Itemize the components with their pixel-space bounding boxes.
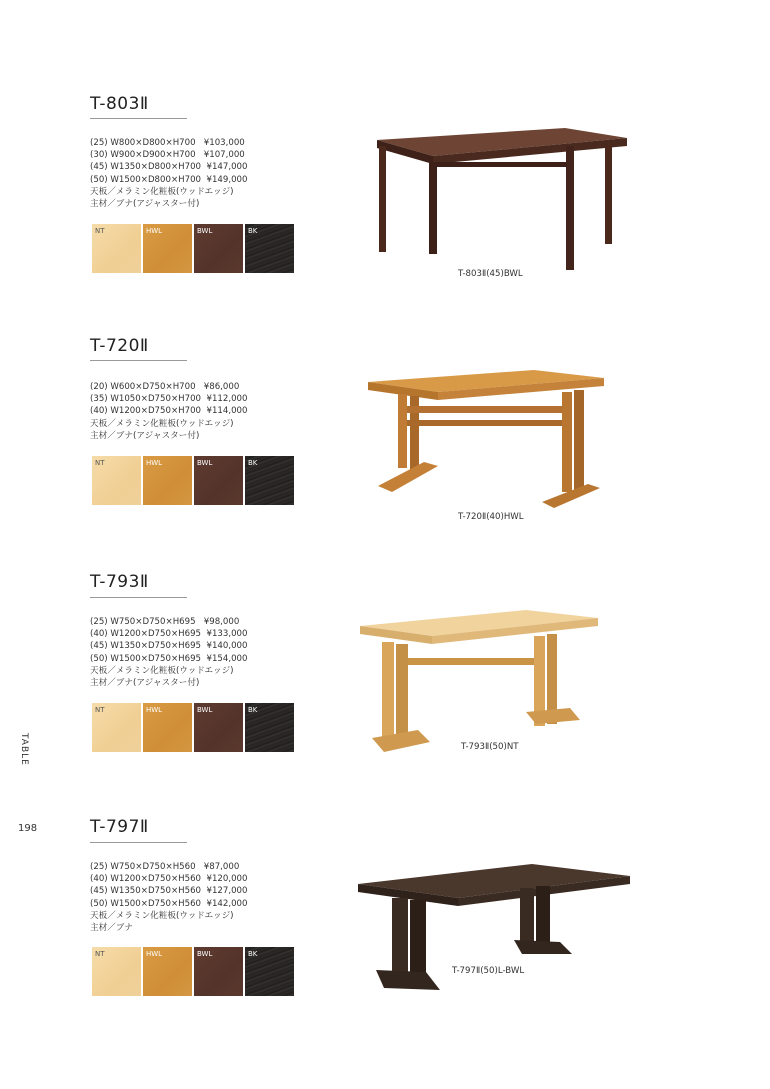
product-caption: T-720Ⅱ(40)HWL <box>458 512 524 522</box>
spec-line: (45) W1350×D750×H560 ¥127,000 <box>90 886 248 897</box>
finish-swatch-bwl: BWL <box>194 703 243 752</box>
spec-line: (40) W1200×D750×H560 ¥120,000 <box>90 874 248 885</box>
page-number: 198 <box>18 823 38 834</box>
title-divider <box>90 360 187 361</box>
spec-line: (40) W1200×D750×H695 ¥133,000 <box>90 629 248 640</box>
spec-line: (40) W1200×D750×H700 ¥114,000 <box>90 406 248 417</box>
finish-swatch-hwl: HWL <box>143 703 192 752</box>
finish-swatch-nt: NT <box>92 224 141 273</box>
spec-list <box>90 381 248 442</box>
title-divider <box>90 597 187 598</box>
product-title: T-720Ⅱ <box>90 336 149 356</box>
spec-line: 主材／ブナ(アジャスター付) <box>90 678 200 689</box>
finish-swatch-bwl: BWL <box>194 947 243 996</box>
product-caption: T-797Ⅱ(50)L-BWL <box>452 966 525 976</box>
spec-line: (50) W1500×D750×H695 ¥154,000 <box>90 653 248 664</box>
product-title: T-803Ⅱ <box>90 94 149 114</box>
spec-line: (25) W800×D800×H700 ¥103,000 <box>90 138 245 148</box>
spec-line: 天板／メラミン化粧板(ウッドエッジ) <box>90 186 234 197</box>
product-caption: T-793Ⅱ(50)NT <box>461 742 519 752</box>
spec-line: (30) W900×D900×H700 ¥107,000 <box>90 150 245 161</box>
spec-line: 天板／メラミン化粧板(ウッドエッジ) <box>90 665 234 676</box>
spec-line: 主材／ブナ <box>90 923 133 934</box>
table-photo-t720 <box>362 362 612 512</box>
finish-swatch-bwl: BWL <box>194 456 243 505</box>
spec-line: (45) W1350×D800×H700 ¥147,000 <box>90 162 248 173</box>
product-title: T-793Ⅱ <box>90 572 149 592</box>
finish-swatch-bk: BK <box>245 947 294 996</box>
finish-swatch-nt: NT <box>92 703 141 752</box>
spec-line: (50) W1500×D800×H700 ¥149,000 <box>90 174 248 185</box>
finish-swatch-nt: NT <box>92 456 141 505</box>
finish-swatch-nt: NT <box>92 947 141 996</box>
spec-list <box>90 861 248 934</box>
table-photo-t793 <box>358 606 603 762</box>
spec-line: (25) W750×D750×H695 ¥98,000 <box>90 617 240 627</box>
finish-swatch-hwl: HWL <box>143 224 192 273</box>
spec-list <box>90 616 248 689</box>
spec-line: (25) W750×D750×H560 ¥87,000 <box>90 862 240 872</box>
finish-swatch-bwl: BWL <box>194 224 243 273</box>
title-divider <box>90 842 187 843</box>
title-divider <box>90 118 187 119</box>
spec-line: (35) W1050×D750×H700 ¥112,000 <box>90 394 248 405</box>
spec-line: (20) W600×D750×H700 ¥86,000 <box>90 382 240 392</box>
finish-swatch-hwl: HWL <box>143 947 192 996</box>
section-side-label <box>15 733 37 773</box>
finish-swatch-hwl: HWL <box>143 456 192 505</box>
side-label-text: TABLE <box>19 733 29 766</box>
spec-line: 主材／ブナ(アジャスター付) <box>90 199 200 210</box>
finish-swatch-bk: BK <box>245 224 294 273</box>
spec-line: 主材／ブナ(アジャスター付) <box>90 430 200 441</box>
spec-line: 天板／メラミン化粧板(ウッドエッジ) <box>90 910 234 921</box>
spec-line: (45) W1350×D750×H695 ¥140,000 <box>90 641 248 652</box>
spec-line: (50) W1500×D750×H560 ¥142,000 <box>90 898 248 909</box>
product-title: T-797Ⅱ <box>90 817 149 837</box>
table-photo-t803 <box>365 120 635 280</box>
product-caption: T-803Ⅱ(45)BWL <box>458 269 523 279</box>
spec-list <box>90 137 248 210</box>
finish-swatch-bk: BK <box>245 703 294 752</box>
spec-line: 天板／メラミン化粧板(ウッドエッジ) <box>90 418 234 429</box>
finish-swatch-bk: BK <box>245 456 294 505</box>
